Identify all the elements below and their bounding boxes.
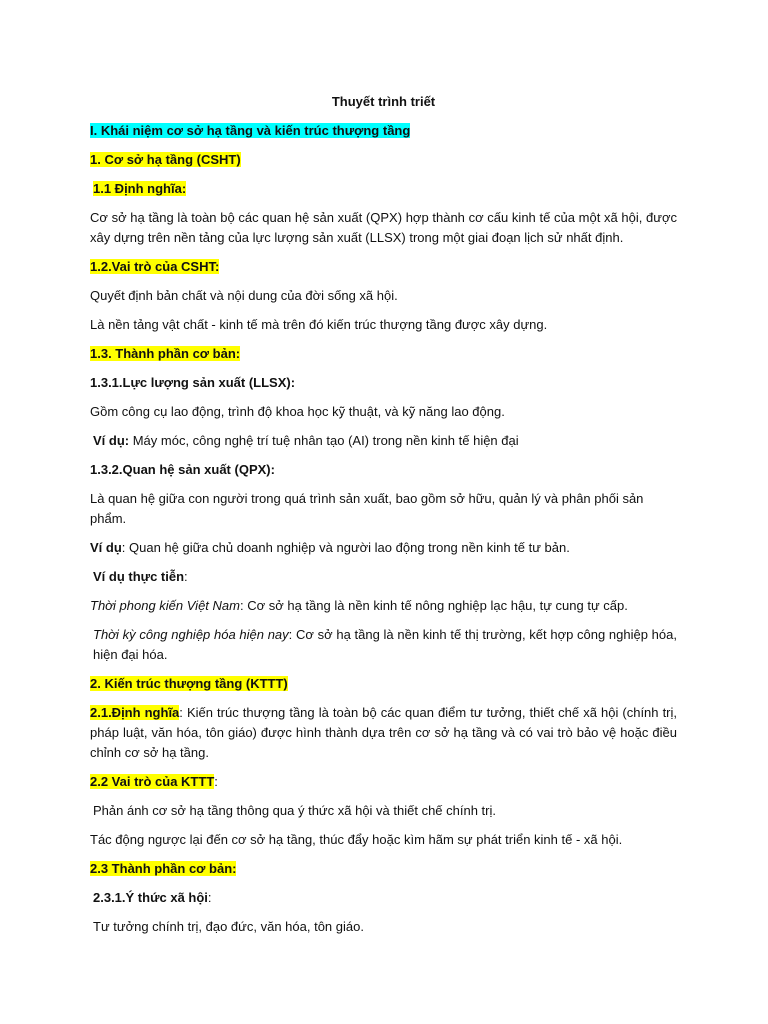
- section-heading-1: I. Khái niệm cơ sở hạ tầng và kiến trúc thượng tầng: [90, 123, 411, 138]
- paragraph-definition: Cơ sở hạ tầng là toàn bộ các quan hệ sản xuất (QPX) hợp thành cơ cấu kinh tế của một xã hội, được xây dựng trên nền tảng của lực lượng sản xuất (LLSX) trong một giai đoạn lịch sử nhất định.: [90, 210, 677, 245]
- subheading-llsx: 1.3.1.Lực lượng sản xuất (LLSX):: [90, 375, 296, 390]
- subheading-components: 1.3. Thành phần cơ bản:: [90, 346, 241, 361]
- subheading-qpx: 1.3.2.Quan hệ sản xuất (QPX):: [90, 462, 275, 477]
- subheading-role-kttt: 2.2 Vai trò của KTTT:: [90, 774, 218, 789]
- subheading-definition: 1.1 Định nghĩa:: [93, 181, 187, 196]
- paragraph-kttt-definition: 2.1.Định nghĩa: Kiến trúc thượng tầng là toàn bộ các quan điểm tư tưởng, thiết chế xã hội (chính trị, pháp luật, văn hóa, tôn giáo) được hình thành dựa trên cơ sở hạ tầng và có vai trò bảo vệ hoặc điều chỉnh cơ sở hạ tầng.: [90, 705, 678, 760]
- subheading-social-consciousness: 2.3.1.Ý thức xã hội:: [93, 890, 212, 905]
- paragraph-social-consciousness: Tư tưởng chính trị, đạo đức, văn hóa, tôn giáo.: [93, 919, 364, 934]
- paragraph-practical-2: Thời kỳ công nghiệp hóa hiện nay: Cơ sở hạ tầng là nền kinh tế thị trường, kết hợp công nghiệp hóa, hiện đại hóa.: [93, 627, 677, 662]
- paragraph-llsx-example: Ví dụ: Máy móc, công nghệ trí tuệ nhân tạo (AI) trong nền kinh tế hiện đại: [93, 433, 519, 448]
- paragraph-qpx: Là quan hệ giữa con người trong quá trình sản xuất, bao gồm sở hữu, quản lý và phân phối sản phẩm.: [90, 491, 644, 526]
- paragraph-role-a: Quyết định bản chất và nội dung của đời sống xã hội.: [90, 288, 398, 303]
- paragraph-qpx-example: Ví dụ: Quan hệ giữa chủ doanh nghiệp và người lao động trong nền kinh tế tư bản.: [90, 540, 570, 555]
- document-title: Thuyết trình triết: [331, 94, 436, 109]
- paragraph-llsx: Gồm công cụ lao động, trình độ khoa học kỹ thuật, và kỹ năng lao động.: [90, 404, 505, 419]
- paragraph-kttt-role-b: Tác động ngược lại đến cơ sở hạ tầng, thúc đẩy hoặc kìm hãm sự phát triển kinh tế - xã hội.: [90, 832, 623, 847]
- subheading-kttt-components: 2.3 Thành phần cơ bản:: [90, 861, 237, 876]
- subheading-role-csht: 1.2.Vai trò của CSHT:: [90, 259, 220, 274]
- subheading-practical-examples: Ví dụ thực tiễn:: [93, 569, 188, 584]
- paragraph-kttt-role-a: Phản ánh cơ sở hạ tầng thông qua ý thức xã hội và thiết chế chính trị.: [93, 803, 496, 818]
- paragraph-practical-1: Thời phong kiến Việt Nam: Cơ sở hạ tầng là nền kinh tế nông nghiệp lạc hậu, tự cung tự cấp.: [90, 598, 628, 613]
- subheading-csht: 1. Cơ sở hạ tầng (CSHT): [90, 152, 241, 167]
- paragraph-role-b: Là nền tảng vật chất - kinh tế mà trên đó kiến trúc thượng tầng được xây dựng.: [90, 317, 548, 332]
- subheading-kttt: 2. Kiến trúc thượng tầng (KTTT): [90, 676, 288, 691]
